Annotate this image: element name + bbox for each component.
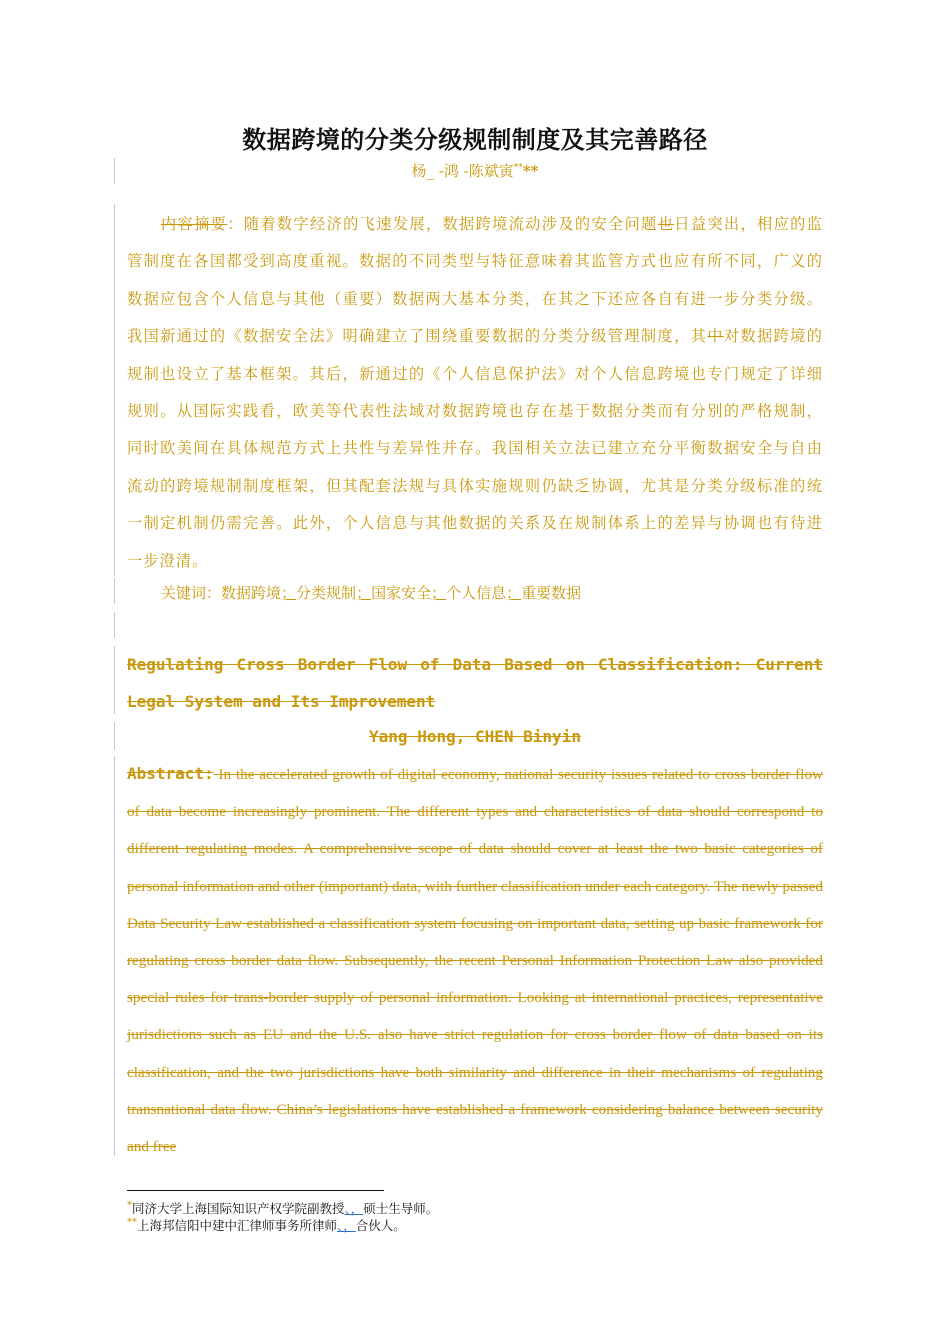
change-bar <box>114 204 115 576</box>
footnote-separator <box>127 1190 384 1191</box>
deleted-text: 中 <box>707 327 724 346</box>
author-separator: - <box>458 162 469 180</box>
footnote-1 <box>127 1199 438 1217</box>
footnote-mark: ** <box>127 1216 137 1228</box>
change-bar <box>114 646 115 714</box>
footnote-mark: * <box>127 1199 132 1211</box>
change-bar <box>114 612 115 638</box>
abstract-text: 随着数字经济的飞速发展，数据跨境流动涉及的安全问题 <box>243 215 658 233</box>
author-2-name: 陈斌寅 <box>468 162 514 180</box>
chinese-abstract <box>127 206 823 580</box>
english-abstract <box>127 755 823 1165</box>
keyword: 国家安全 <box>371 584 432 602</box>
page-title: 数据跨境的分类分级规制制度及其完善路径 <box>242 126 708 154</box>
keyword-separator: ； <box>281 584 297 602</box>
footnote-text: 合伙人。 <box>355 1218 406 1233</box>
keyword-separator: ； <box>431 584 447 602</box>
author-1-surname: 杨 <box>411 162 427 180</box>
english-title: Regulating Cross Border Flow of Data Based on Classification: Current Legal System and Its Improvement <box>127 655 823 711</box>
footnote-2 <box>127 1216 406 1234</box>
keyword-separator: ； <box>356 584 372 602</box>
abstract-text: 日益突出，相应的监管制度在各国都受到高度重视。数据的不同类型与特征意味着其监管方式也应有所不同，广义的数据应包含个人信息与其他（重要）数据两大基本分类，在其之下还应各自有进一步分类分级。我国新通过的《数据安全法》明确建立了围绕重要数据的分类分级管理制度，其 <box>127 215 824 346</box>
abstract-text: 对数据跨境的规制也设立了基本框架。其后，新通过的《个人信息保护法》对个人信息跨境也专门规定了详细规则。从国际实践看，欧美等代表性法域对数据跨境也存在基于数据分类而有分别的严格规制，同时欧美间在具体规范方式上共性与差异性并存。我国相关立法已建立充分平衡数据安全与自由流动的跨境规制制度框架，但其配套法规与具体实施规则仍缺乏协调，尤其是分类分级标准的统一制定机制仍需完善。此外，个人信息与其他数据的关系及在规制体系上的差异与协调也有待进一步澄清。 <box>127 327 823 570</box>
keywords-line <box>161 576 581 610</box>
author-footnote-mark: ** <box>522 162 539 180</box>
author-line <box>0 160 950 181</box>
change-bar <box>114 756 115 1156</box>
abstract-label: 内容摘要 <box>161 215 228 233</box>
footnote-text: 上海邦信阳中建中汇律师事务所律师 <box>137 1218 338 1233</box>
deleted-text: 也 <box>657 215 675 233</box>
footnote-edit-mark: 、， <box>337 1218 356 1233</box>
change-bar <box>114 578 115 604</box>
keyword: 重要数据 <box>521 584 582 602</box>
keywords-label: 关键词： <box>161 584 222 602</box>
author-1-given: 鸿 <box>443 162 459 180</box>
footnote-text: 硕士生导师。 <box>363 1201 439 1216</box>
keyword: 个人信息 <box>446 584 507 602</box>
keyword: 数据跨境 <box>221 584 282 602</box>
author-separator: _ - <box>426 162 444 180</box>
author-footnote-mark: ** <box>513 163 523 173</box>
english-abstract-label: Abstract: <box>127 764 214 783</box>
footnote-text: 同济大学上海国际知识产权学院副教授 <box>132 1201 345 1216</box>
abstract-colon: ： <box>227 215 244 233</box>
keyword: 分类规制 <box>296 584 357 602</box>
keyword-separator: ； <box>506 584 522 602</box>
english-authors: Yang Hong, CHEN Binyin <box>369 727 581 746</box>
footnote-edit-mark: 、， <box>344 1201 364 1216</box>
english-abstract-text: In the accelerated growth of digital economy, national security issues related to cross border flow of data become increasingly prominent. The different types and characteristics of data should correspond to different regulating modes. A comprehensive scope of data should cover at least the two basic categories of personal information and other (important) data, with further classification under each category. The newly passed Data Security Law established a classification system focusing on important data, setting up basic framework for regulating cross border data flow. Subsequently, the recent Personal Information Protection Law also provided special rules for trans-border supply of personal information. Looking at international practices, representative jurisdictions such as EU and the U.S. also have strict regulation for cross border flow of data based on its classification, and the two jurisdictions have both similarity and difference in their mechanisms of regulating transnational data flow. China’s legislations have established a framework considering balance between security and free <box>127 766 823 1156</box>
